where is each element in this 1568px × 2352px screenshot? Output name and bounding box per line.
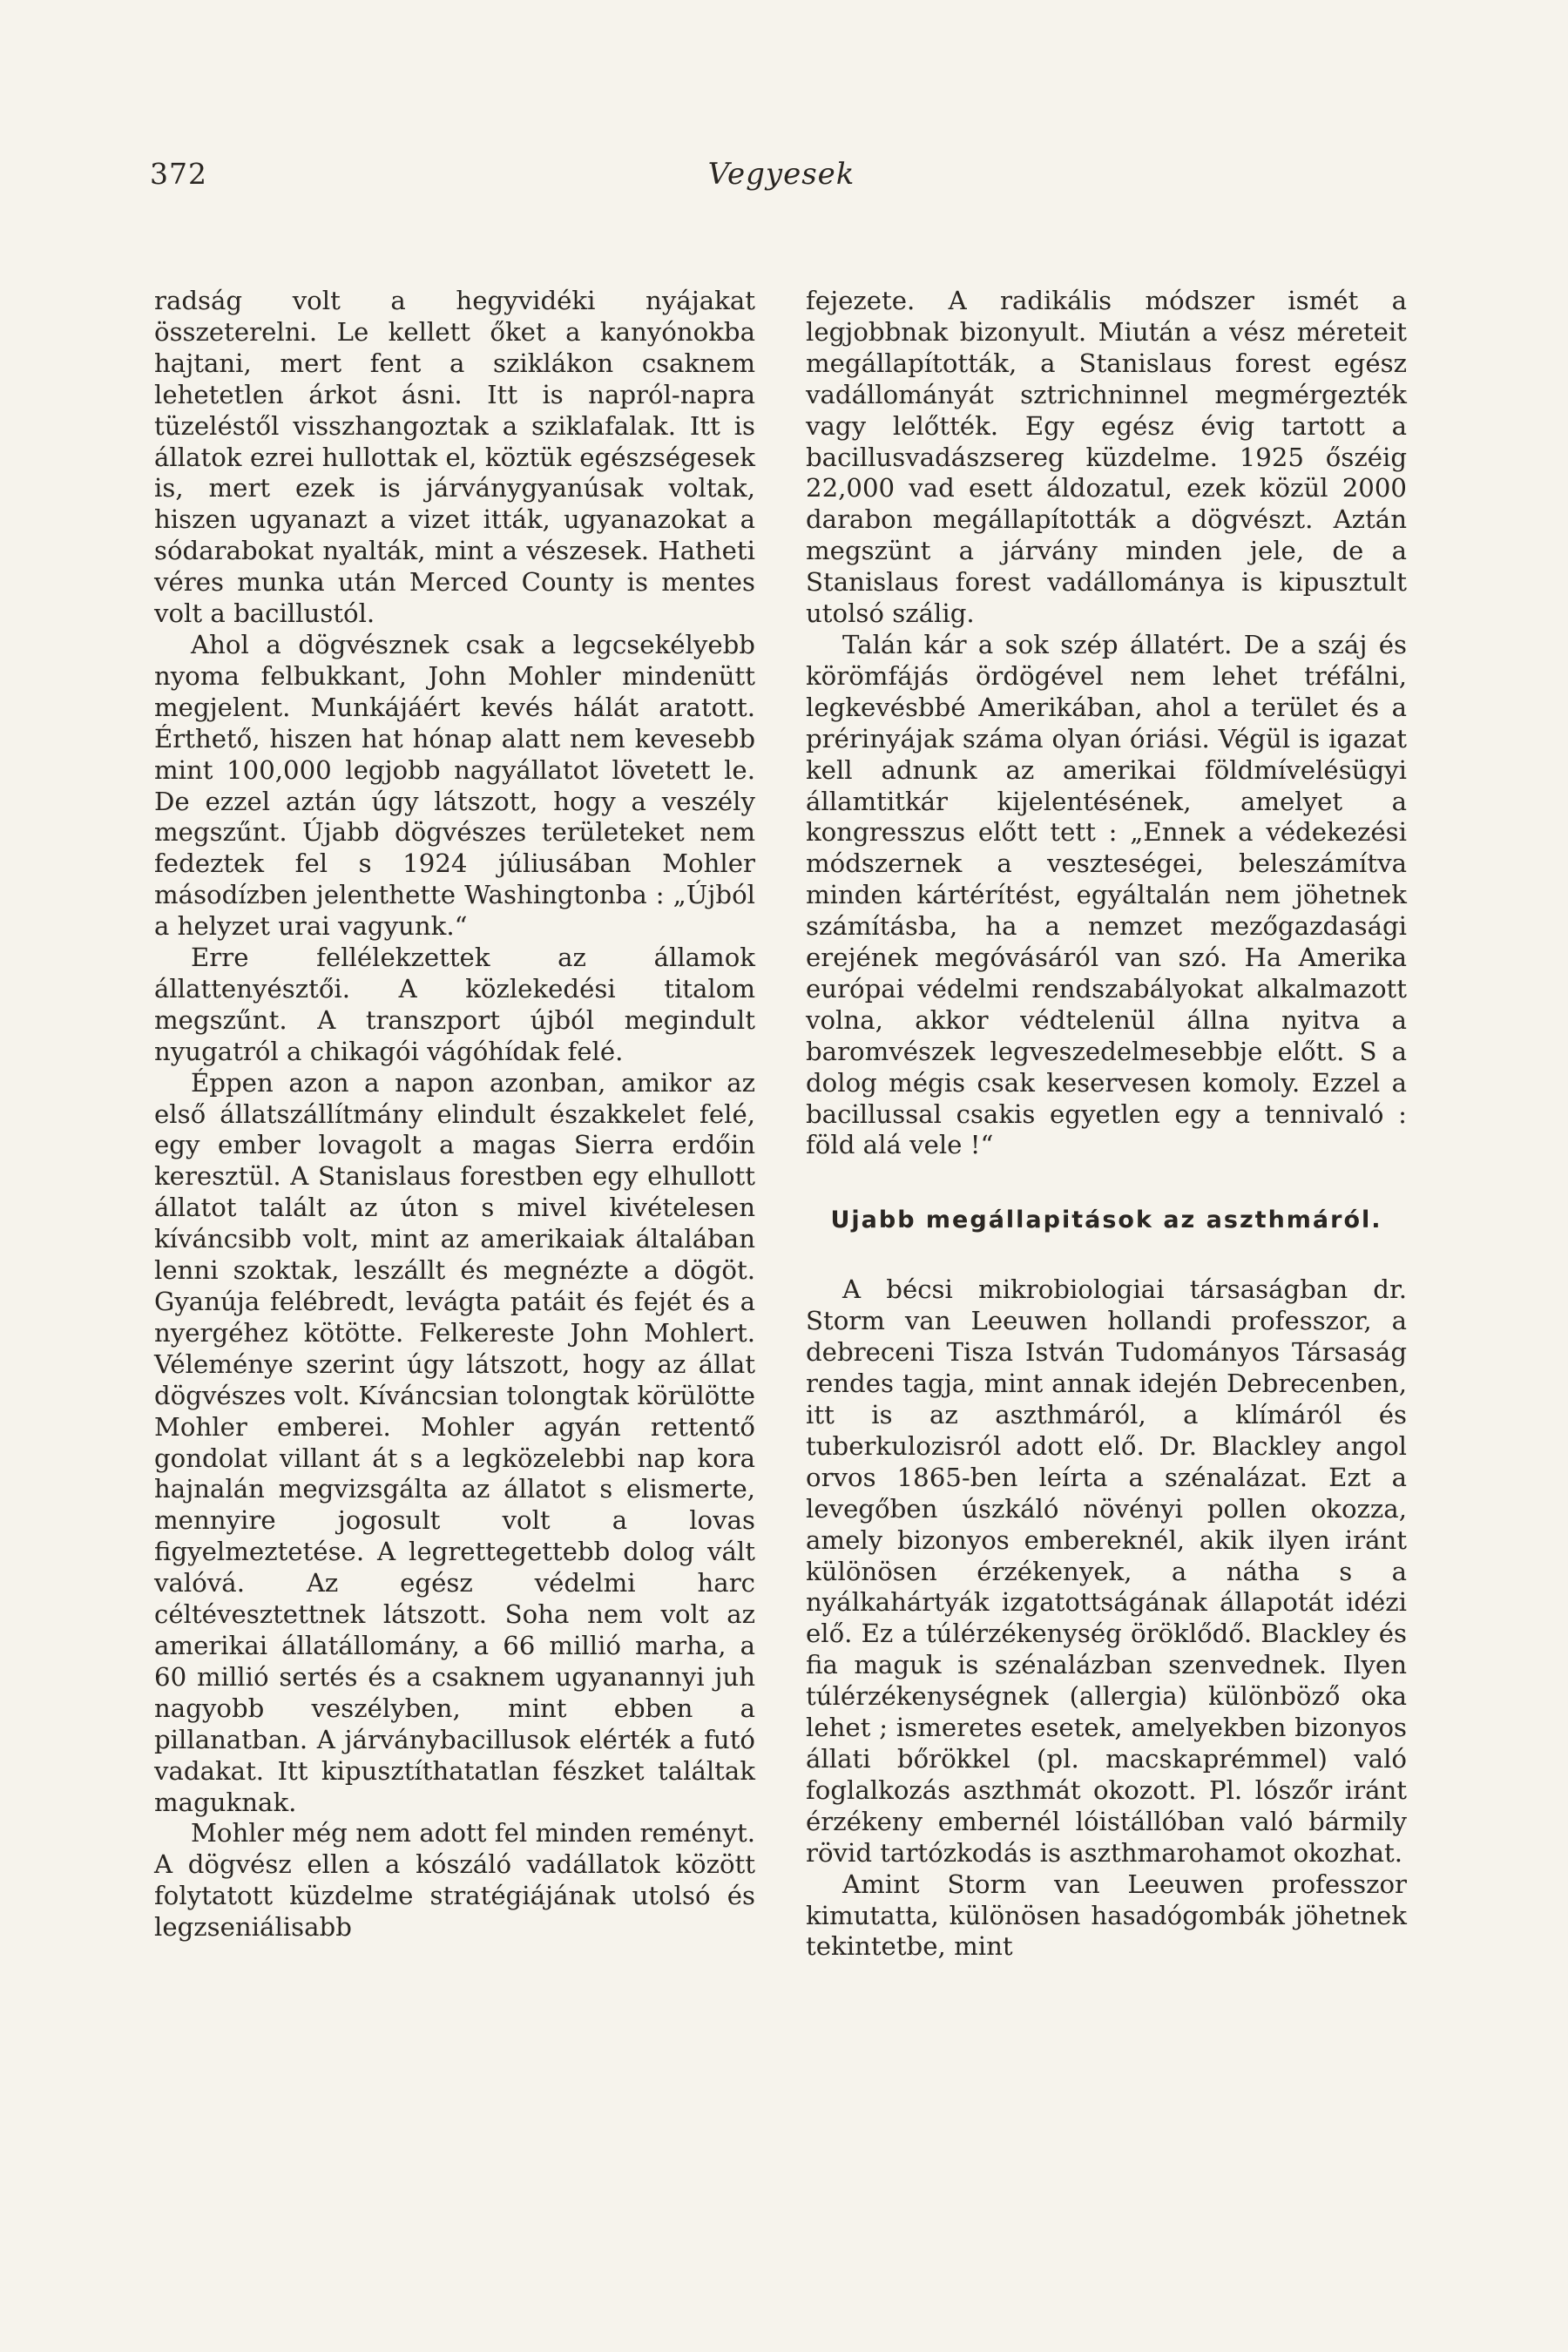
right-column	[806, 286, 1407, 1963]
page-header	[150, 157, 1413, 200]
paragraph: Éppen azon a napon azonban, amikor az első állatszállítmány elindult északkelet felé, egy ember lovagolt a magas Sierra erdőin keresztül. A Stanislaus forestben egy elhullott állatot talált az úton s mivel kivételesen kíváncsibb volt, mint az amerikaiak általában lenni szoktak, leszállt és megnézte a dögöt. Gyanúja felébredt, levágta patáit és fejét és a nyergéhez kötötte. Felkereste John Mohlert. Véleménye szerint úgy látszott, hogy az állat dögvészes volt. Kíváncsian tolongtak körülötte Mohler emberei. Mohler agyán rettentő gondolat villant át s a legközelebbi nap kora hajnalán megvizsgálta az állatot s elismerte, mennyire jogosult volt a lovas figyelmeztetése. A legrettegettebb dolog vált valóvá. Az egész védelmi harc céltévesztettnek látszott. Soha nem volt az amerikai állatállomány, a 66 millió marha, a 60 millió sertés és a csaknem ugyanannyi juh nagyobb veszélyben, mint ebben a pillanatban. A járványbacillusok elérték a futó vadakat. Itt kipusztíthatatlan fészket találtak maguknak.	[154, 1067, 755, 1817]
running-title: Vegyesek	[707, 157, 855, 192]
paragraph: A bécsi mikrobiologiai társaságban dr. Storm van Leeuwen hollandi professzor, a debreceni Tisza István Tudományos Társaság rendes tagja, mint annak idején Debrecenben, itt is az aszthmáról, a klímáról és tuberkulozisról adott elő. Dr. Blackley angol orvos 1865-ben leírta a szénalázat. Ezt a levegőben úszkáló növényi pollen okozza, amely bizonyos embereknél, akik ilyen iránt különösen érzékenyek, a nátha s a nyálkahártyák izgatottságának állapotát idézi elő. Ez a túlérzékenység öröklődő. Blackley és fia maguk is szénalázban szenvednek. Ilyen túlérzékenységnek (allergia) különböző oka lehet ; ismeretes esetek, amelyekben bizonyos állati bőrökkel (pl. macskaprémmel) való foglalkozás aszthmát okozott. Pl. lószőr iránt érzékeny embernél lóistállóban való bármily rövid tartózkodás is aszthmarohamot okozhat.	[806, 1274, 1407, 1868]
paragraph: Erre fellélekzettek az államok állattenyésztői. A közlekedési titalom megszűnt. A transzport újból megindult nyugatról a chikagói vágóhídak felé.	[154, 943, 755, 1066]
paragraph: fejezete. A radikális módszer ismét a legjobbnak bizonyult. Miután a vész méreteit megállapították, a Stanislaus forest egész vadállományát sztrichninnel megmérgezték vagy lelőtték. Egy egész évig tartott a bacillusvadászsereg küzdelme. 1925 őszéig 22,000 vad esett áldozatul, ezek közül 2000 darabon megállapították a dögvészt. Aztán megszünt a járvány minden jele, de a Stanislaus forest vadállománya is kipusztult utolsó szálig.	[806, 286, 1407, 629]
section-heading: Ujabb megállapitások az aszthmáról.	[830, 1206, 1382, 1234]
paragraph: radság volt a hegyvidéki nyájakat összeterelni. Le kellett őket a kanyónokba hajtani, mert fent a sziklákon csaknem lehetetlen árkot ásni. Itt is napról-napra tüzeléstől visszhangoztak a sziklafalak. Itt is állatok ezrei hullottak el, köztük egészségesek is, mert ezek is járványgyanúsak voltak, hiszen ugyanazt a vizet itták, ugyanazokat a sódarabokat nyalták, mint a vészesek. Hatheti véres munka után Merced County is mentes volt a bacillustól.	[154, 286, 755, 629]
page-number: 372	[150, 157, 207, 191]
left-column	[154, 286, 755, 1943]
paragraph: Mohler még nem adott fel minden reményt. A dögvész ellen a kószáló vadállatok között folytatott küzdelme stratégiájának utolsó és legzseniálisabb	[154, 1818, 755, 1943]
paragraph: Amint Storm van Leeuwen professzor kimutatta, különösen hasadógombák jöhetnek tekintetbe, mint	[806, 1869, 1407, 1962]
paragraph: Talán kár a sok szép állatért. De a száj és körömfájás ördögével nem lehet tréfálni, legkevésbbé Amerikában, ahol a terület és a prérinyájak száma olyan óriási. Végül is igazat kell adnunk az amerikai földmívelésügyi államtitkár kijelentésének, amelyet a kongresszus előtt tett : „Ennek a védekezési módszernek a veszteségei, beleszámítva minden kártérítést, egyáltalán nem jöhetnek számításba, ha a nemzet mezőgazdasági erejének megóvásáról van szó. Ha Amerika európai védelmi rendszabályokat alkalmazott volna, akkor védtelenül állna nyitva a baromvészek legveszedelmesebbje előtt. S a dolog mégis csak keservesen komoly. Ezzel a bacillussal csakis egyetlen egy a tennivaló : föld alá vele !“	[806, 629, 1407, 1160]
paragraph: Ahol a dögvésznek csak a legcsekélyebb nyoma felbukkant, John Mohler mindenütt megjelent. Munkájáért kevés hálát aratott. Érthető, hiszen hat hónap alatt nem kevesebb mint 100,000 legjobb nagyállatot lövetett le. De ezzel aztán úgy látszott, hogy a veszély megszűnt. Újabb dögvészes területeket nem fedeztek fel s 1924 júliusában Mohler másodízben jelenthette Washingtonba : „Újból a helyzet urai vagyunk.“	[154, 629, 755, 942]
